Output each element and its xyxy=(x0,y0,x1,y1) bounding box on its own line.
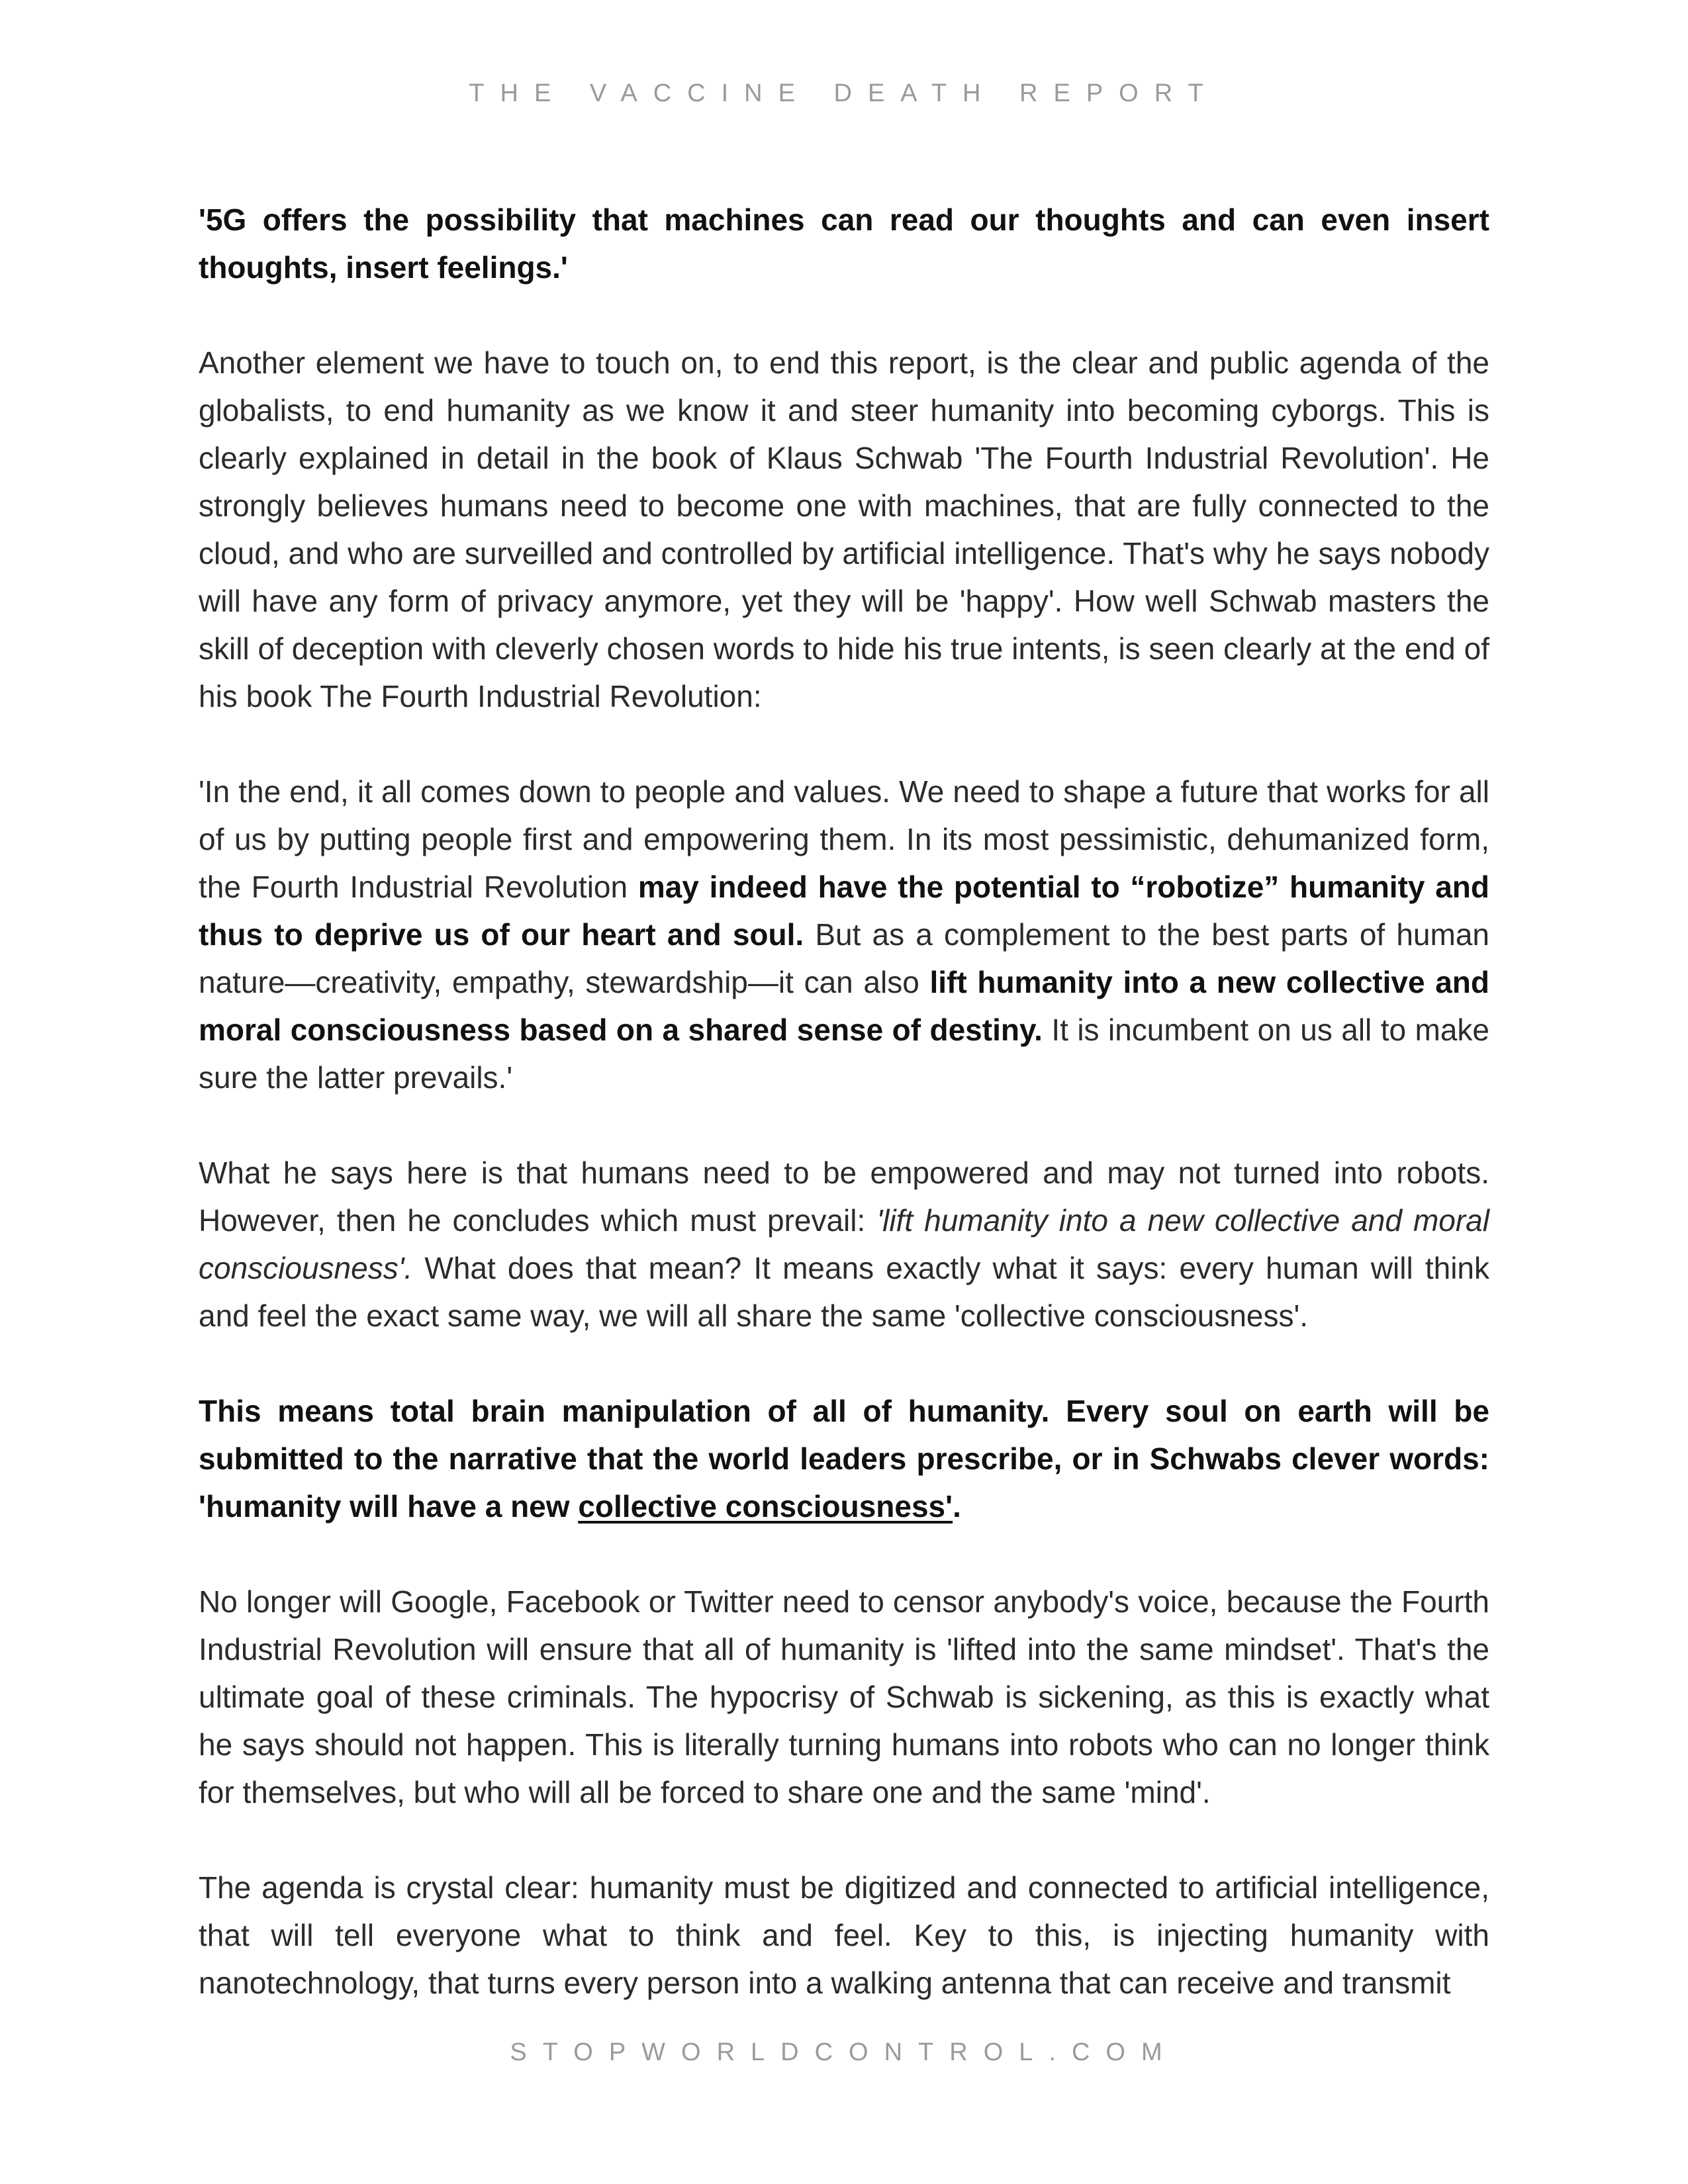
paragraph-analysis xyxy=(199,1149,1489,1340)
paragraph-censorship: No longer will Google, Facebook or Twitter need to censor anybody's voice, because the Fourth Industrial Revolution will ensure that all of humanity is 'lifted into the same mindset'. That's the ultimate goal of these criminals. The hypocrisy of Schwab is sickening, as this is exactly what he says should not happen. This is literally turning humans into robots who can no longer think for themselves, but who will all be forced to share one and the same 'mind'. xyxy=(199,1584,1489,1809)
quote-schwab-text-1: 'In the end, it all comes down to people and values. We need to shape a future that works for all of us by putting people first and empowering them. In its most pessimistic, dehumanized form, the Fourth Industrial Revolution xyxy=(199,774,1489,904)
brain-manipulation-underlined: collective consciousness' xyxy=(578,1489,953,1524)
page-footer: STOPWORLDCONTROL.COM xyxy=(510,2038,1178,2066)
paragraph-globalist-agenda: Another element we have to touch on, to end this report, is the clear and public agenda of the globalists, to end humanity as we know it and steer humanity into becoming cyborgs. This is clearly explained in detail in the book of Klaus Schwab 'The Fourth Industrial Revolution'. He strongly believes humans need to become one with machines, that are fully connected to the cloud, and who are surveilled and controlled by artificial intelligence. That's why he says nobody will have any form of privacy anymore, yet they will be 'happy'. How well Schwab masters the skill of deception with cleverly chosen words to hide his true intents, is seen clearly at the end of his book The Fourth Industrial Revolution: xyxy=(199,345,1489,713)
document-body xyxy=(199,196,1489,2054)
quote-schwab-text-2: But as a complement to the best parts of human nature—creativity, empathy, stewardship—it can also xyxy=(199,917,1489,999)
quote-schwab-bold-2: lift humanity into a new collective and moral consciousness based on a shared sense of destiny. xyxy=(199,965,1490,1047)
analysis-italic-quote: 'lift humanity into a new collective and moral consciousness'. xyxy=(199,1203,1489,1285)
paragraph-agenda-clear: The agenda is crystal clear: humanity must be digitized and connected to artificial intelligence, that will tell everyone what to think and feel. Key to this, is injecting humanity with nanotechnology, that turns every person into a walking antenna that can receive and transmit xyxy=(199,1870,1489,2000)
analysis-text-2: What does that mean? It means exactly what it says: every human will think and feel the exact same way, we will all share the same 'collective consciousness'. xyxy=(199,1251,1489,1333)
quote-schwab xyxy=(199,768,1489,1101)
page-header: THE VACCINE DEATH REPORT xyxy=(469,79,1219,107)
brain-manipulation-text-2: . xyxy=(953,1489,961,1524)
quote-5g: '5G offers the possibility that machines can read our thoughts and can even insert thoughts, insert feelings.' xyxy=(199,203,1489,285)
quote-schwab-text-3: It is incumbent on us all to make sure the latter prevails.' xyxy=(199,1013,1489,1095)
brain-manipulation-text-1: This means total brain manipulation of all of humanity. Every soul on earth will be submitted to the narrative that the world leaders prescribe, or in Schwabs clever words: 'humanity will have a new xyxy=(199,1394,1489,1524)
analysis-text-1: What he says here is that humans need to be empowered and may not turned into robots. However, then he concludes which must prevail: xyxy=(199,1156,1489,1238)
paragraph-brain-manipulation xyxy=(199,1387,1489,1530)
quote-schwab-bold-1: may indeed have the potential to “robotize” humanity and thus to deprive us of our heart and soul. xyxy=(199,870,1489,952)
